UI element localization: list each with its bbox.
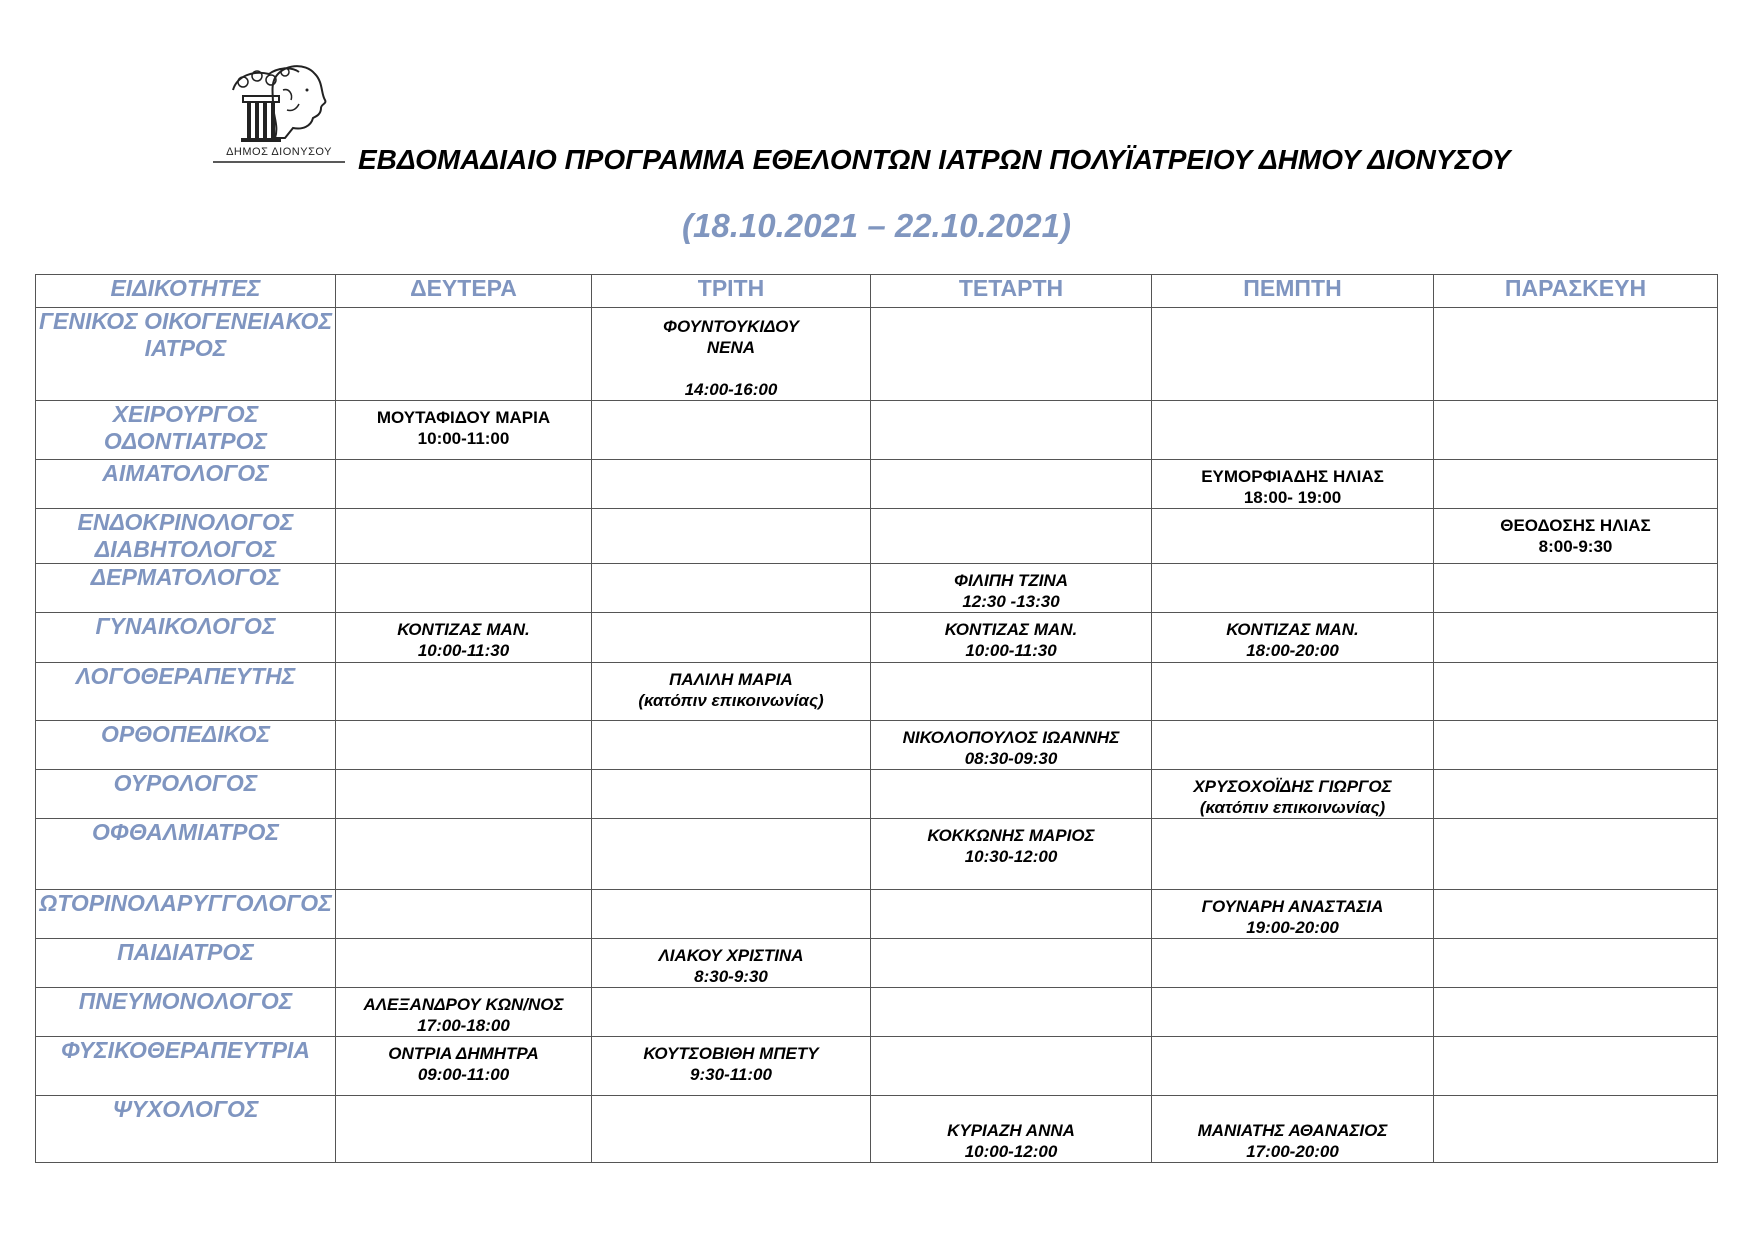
schedule-detail: ΝΕΝΑ [706, 338, 756, 357]
header-row [36, 275, 1718, 308]
schedule-cell-wednesday [871, 1096, 1152, 1163]
specialty-cell [36, 663, 336, 721]
logo-text: ΔΗΜΟΣ ΔΙΟΝΥΣΟΥ [226, 146, 332, 158]
doctor-name: ΟΝΤΡΙΑ ΔΗΜΗΤΡΑ [388, 1044, 539, 1063]
schedule-cell-wednesday [871, 460, 1152, 509]
schedule-cell-thursday [1152, 1096, 1434, 1163]
schedule-detail: 9:30-11:00 [690, 1065, 772, 1084]
schedule-cell-monday [336, 663, 592, 721]
doctor-name: ΚΟΚΚΩΝΗΣ ΜΑΡΙΟΣ [927, 826, 1095, 845]
schedule-cell-thursday [1152, 770, 1434, 819]
table-row [36, 564, 1718, 613]
schedule-cell-monday [336, 564, 592, 613]
schedule-cell-thursday [1152, 939, 1434, 988]
table-row [36, 939, 1718, 988]
schedule-cell-wednesday [871, 401, 1152, 460]
schedule-cell-thursday [1152, 564, 1434, 613]
schedule-cell-monday [336, 721, 592, 770]
table-row [36, 460, 1718, 509]
schedule-cell-tuesday [592, 1037, 871, 1096]
doctor-name: ΜΑΝΙΑΤΗΣ ΑΘΑΝΑΣΙΟΣ [1197, 1121, 1388, 1140]
schedule-detail: 14:00-16:00 [684, 380, 778, 399]
schedule-cell-friday [1434, 564, 1718, 613]
doctor-name: ΘΕΟΔΟΣΗΣ ΗΛΙΑΣ [1500, 516, 1651, 535]
schedule-cell-monday [336, 770, 592, 819]
doctor-name: ΚΥΡΙΑΖΗ ΑΝΝΑ [947, 1121, 1075, 1140]
specialty-label: ΟΥΡΟΛΟΓΟΣ [113, 770, 258, 796]
schedule-detail: 10:00-11:30 [965, 641, 1057, 660]
dionysus-head-icon [213, 60, 345, 146]
schedule-cell-thursday [1152, 890, 1434, 939]
schedule-cell-wednesday [871, 613, 1152, 663]
schedule-cell-friday [1434, 890, 1718, 939]
specialty-cell [36, 939, 336, 988]
schedule-cell-monday [336, 939, 592, 988]
table-row [36, 721, 1718, 770]
schedule-cell-thursday [1152, 613, 1434, 663]
specialty-label: ΓΥΝΑΙΚΟΛΟΓΟΣ [95, 613, 276, 639]
table-row [36, 988, 1718, 1037]
schedule-cell-thursday [1152, 1037, 1434, 1096]
schedule-cell-tuesday [592, 564, 871, 613]
schedule-cell-thursday [1152, 988, 1434, 1037]
specialty-cell [36, 308, 336, 401]
schedule-cell-friday [1434, 509, 1718, 564]
schedule-cell-friday [1434, 1096, 1718, 1163]
doctor-name: ΛΙΑΚΟΥ ΧΡΙΣΤΙΝΑ [658, 946, 804, 965]
schedule-detail: 17:00-20:00 [1246, 1142, 1339, 1161]
specialty-cell [36, 1096, 336, 1163]
schedule-cell-tuesday [592, 890, 871, 939]
specialty-cell [36, 890, 336, 939]
header-specialties: ΕΙΔΙΚΟΤΗΤΕΣ [36, 275, 336, 308]
schedule-cell-wednesday [871, 564, 1152, 613]
schedule-detail: 17:00-18:00 [417, 1016, 510, 1035]
schedule-detail: 10:30-12:00 [964, 847, 1058, 866]
municipality-logo [213, 60, 345, 168]
schedule-cell-monday [336, 819, 592, 890]
schedule-detail: 09:00-11:00 [417, 1065, 510, 1084]
schedule-detail: 18:00- 19:00 [1243, 488, 1342, 507]
schedule-cell-monday [336, 890, 592, 939]
schedule-detail: 8:00-9:30 [1538, 537, 1613, 556]
doctor-name: ΦΟΥΝΤΟΥΚΙΔΟΥ [662, 317, 800, 336]
specialty-label: ΔΕΡΜΑΤΟΛΟΓΟΣ [90, 564, 281, 590]
schedule-detail: 10:00-11:00 [417, 429, 510, 448]
specialty-label: ΧΕΙΡΟΥΡΓΟΣ [112, 401, 259, 427]
specialty-label: ΕΝΔΟΚΡΙΝΟΛΟΓΟΣ [77, 509, 294, 535]
table-row [36, 613, 1718, 663]
schedule-cell-tuesday [592, 770, 871, 819]
schedule-cell-thursday [1152, 509, 1434, 564]
doctor-name: ΧΡΥΣΟΧΟΪΔΗΣ ΓΙΩΡΓΟΣ [1193, 777, 1392, 796]
schedule-cell-friday [1434, 308, 1718, 401]
schedule-detail: 18:00-20:00 [1246, 641, 1339, 660]
date-range: (18.10.2021 – 22.10.2021) [682, 207, 1071, 244]
specialty-label: ΠΑΙΔΙΑΤΡΟΣ [117, 939, 254, 965]
doctor-name: ΓΟΥΝΑΡΗ ΑΝΑΣΤΑΣΙΑ [1201, 897, 1384, 916]
specialty-label: ΠΝΕΥΜΟΝΟΛΟΓΟΣ [78, 988, 293, 1014]
specialty-cell [36, 721, 336, 770]
schedule-cell-tuesday [592, 988, 871, 1037]
schedule-cell-friday [1434, 401, 1718, 460]
schedule-cell-monday [336, 308, 592, 401]
table-row [36, 890, 1718, 939]
header-tuesday: ΤΡΙΤΗ [592, 275, 871, 308]
table-row [36, 1096, 1718, 1163]
schedule-detail: 10:00-11:30 [417, 641, 510, 660]
specialty-label: ΟΡΘΟΠΕΔΙΚΟΣ [100, 721, 271, 747]
specialty-label: ΨΥΧΟΛΟΓΟΣ [112, 1096, 259, 1122]
schedule-detail: 8:30-9:30 [694, 967, 768, 986]
schedule-cell-tuesday [592, 308, 871, 401]
specialty-label: ΑΙΜΑΤΟΛΟΓΟΣ [102, 460, 269, 486]
schedule-cell-wednesday [871, 819, 1152, 890]
doctor-name: ΚΟΝΤΙΖΑΣ ΜΑΝ. [1226, 620, 1359, 639]
specialty-cell [36, 1037, 336, 1096]
schedule-cell-wednesday [871, 509, 1152, 564]
schedule-cell-friday [1434, 988, 1718, 1037]
schedule-table [35, 274, 1718, 1163]
schedule-cell-tuesday [592, 1096, 871, 1163]
doctor-name: ΦΙΛΙΠΗ ΤΖΙΝΑ [953, 571, 1068, 590]
schedule-cell-tuesday [592, 939, 871, 988]
specialty-cell [36, 819, 336, 890]
specialty-cell [36, 988, 336, 1037]
schedule-cell-wednesday [871, 308, 1152, 401]
specialty-label: ΟΔΟΝΤΙΑΤΡΟΣ [103, 428, 268, 454]
specialty-cell [36, 401, 336, 460]
schedule-detail: 10:00-12:00 [964, 1142, 1058, 1161]
schedule-cell-wednesday [871, 663, 1152, 721]
table-row [36, 308, 1718, 401]
schedule-cell-tuesday [592, 721, 871, 770]
schedule-cell-monday [336, 613, 592, 663]
schedule-cell-tuesday [592, 460, 871, 509]
doctor-name: ΕΥΜΟΡΦΙΑΔΗΣ ΗΛΙΑΣ [1201, 467, 1384, 486]
schedule-cell-monday [336, 460, 592, 509]
logo-underline [213, 160, 345, 174]
specialty-label: ΙΑΤΡΟΣ [144, 335, 227, 361]
schedule-cell-monday [336, 988, 592, 1037]
header-monday: ΔΕΥΤΕΡΑ [336, 275, 592, 308]
schedule-cell-wednesday [871, 721, 1152, 770]
schedule-cell-wednesday [871, 770, 1152, 819]
schedule-detail: 08:30-09:30 [964, 749, 1058, 768]
table-row [36, 509, 1718, 564]
specialty-label: ΟΦΘΑΛΜΙΑΤΡΟΣ [92, 819, 279, 845]
schedule-cell-wednesday [871, 890, 1152, 939]
schedule-detail: (κατόπιν επικοινωνίας) [1199, 798, 1386, 817]
specialty-label: ΦΥΣΙΚΟΘΕΡΑΠΕΥΤΡΙΑ [61, 1037, 310, 1063]
schedule-detail: 12:30 -13:30 [962, 592, 1060, 611]
schedule-cell-friday [1434, 770, 1718, 819]
schedule-cell-thursday [1152, 308, 1434, 401]
schedule-cell-thursday [1152, 721, 1434, 770]
table-row [36, 401, 1718, 460]
doctor-name: ΚΟΥΤΣΟΒΙΘΗ ΜΠΕΤΥ [643, 1044, 819, 1063]
schedule-cell-friday [1434, 613, 1718, 663]
schedule-detail: 19:00-20:00 [1246, 918, 1339, 937]
schedule-cell-monday [336, 1096, 592, 1163]
schedule-cell-friday [1434, 819, 1718, 890]
schedule-cell-wednesday [871, 988, 1152, 1037]
schedule-cell-tuesday [592, 663, 871, 721]
schedule-cell-tuesday [592, 819, 871, 890]
schedule-cell-thursday [1152, 663, 1434, 721]
specialty-label: ΔΙΑΒΗΤΟΛΟΓΟΣ [94, 536, 277, 562]
schedule-cell-monday [336, 509, 592, 564]
doctor-name: ΑΛΕΞΑΝΔΡΟΥ ΚΩΝ/ΝΟΣ [363, 995, 564, 1014]
schedule-cell-friday [1434, 663, 1718, 721]
specialty-cell [36, 613, 336, 663]
specialty-label: ΩΤΟΡΙΝΟΛΑΡΥΓΓΟΛΟΓΟΣ [39, 890, 332, 916]
schedule-cell-tuesday [592, 613, 871, 663]
schedule-cell-wednesday [871, 1037, 1152, 1096]
schedule-cell-wednesday [871, 939, 1152, 988]
table-row [36, 819, 1718, 890]
schedule-cell-monday [336, 401, 592, 460]
specialty-cell [36, 460, 336, 509]
schedule-cell-monday [336, 1037, 592, 1096]
header-friday: ΠΑΡΑΣΚΕΥΗ [1434, 275, 1718, 308]
doctor-name: ΜΟΥΤΑΦΙΔΟΥ ΜΑΡΙΑ [376, 408, 551, 427]
specialty-cell [36, 770, 336, 819]
schedule-cell-tuesday [592, 509, 871, 564]
table-row [36, 1037, 1718, 1096]
specialty-label: ΛΟΓΟΘΕΡΑΠΕΥΤΗΣ [75, 663, 296, 689]
doctor-name: ΠΑΛΙΛΗ ΜΑΡΙΑ [669, 670, 793, 689]
doctor-name: ΚΟΝΤΙΖΑΣ ΜΑΝ. [944, 620, 1078, 639]
schedule-cell-thursday [1152, 460, 1434, 509]
specialty-cell [36, 564, 336, 613]
table-row [36, 770, 1718, 819]
doctor-name: ΝΙΚΟΛΟΠΟΥΛΟΣ ΙΩΑΝΝΗΣ [902, 728, 1120, 747]
schedule-detail [592, 358, 870, 379]
schedule-cell-friday [1434, 1037, 1718, 1096]
header-wednesday: ΤΕΤΑΡΤΗ [871, 275, 1152, 308]
schedule-cell-friday [1434, 460, 1718, 509]
schedule-cell-tuesday [592, 401, 871, 460]
schedule-cell-thursday [1152, 819, 1434, 890]
doctor-name: ΚΟΝΤΙΖΑΣ ΜΑΝ. [397, 620, 530, 639]
schedule-cell-friday [1434, 721, 1718, 770]
header-thursday: ΠΕΜΠΤΗ [1152, 275, 1434, 308]
schedule-cell-friday [1434, 939, 1718, 988]
schedule-detail: (κατόπιν επικοινωνίας) [638, 691, 824, 710]
specialty-cell [36, 509, 336, 564]
schedule-cell-thursday [1152, 401, 1434, 460]
specialty-label: ΓΕΝΙΚΟΣ ΟΙΚΟΓΕΝΕΙΑΚΟΣ [38, 308, 333, 334]
page-title: ΕΒΔΟΜΑΔΙΑΙΟ ΠΡΟΓΡΑΜΜΑ ΕΘΕΛΟΝΤΩΝ ΙΑΤΡΩΝ ΠΟΛΥΪΑΤΡΕΙΟΥ ΔΗΜΟΥ ΔΙΟΝΥΣΟΥ [358, 144, 1511, 175]
table-row [36, 663, 1718, 721]
